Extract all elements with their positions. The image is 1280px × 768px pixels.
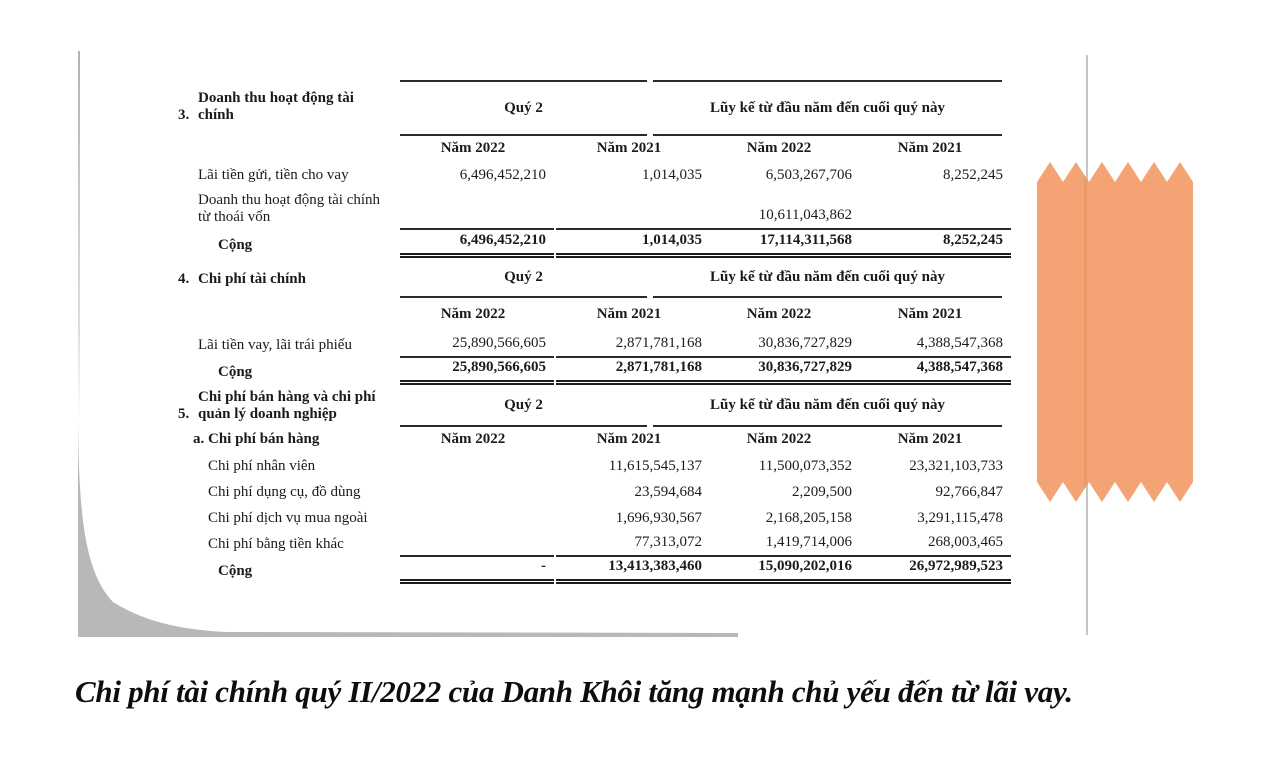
table-row (168, 479, 1004, 505)
total-amount-cell: 1,014,035 (556, 232, 710, 258)
section-number: 5. (178, 406, 190, 422)
year-column-header: Năm 2021 (897, 306, 963, 322)
group-header-row (168, 80, 1004, 132)
amount-cell: 1,419,714,006 (706, 534, 860, 557)
total-label: Cộng (218, 563, 253, 579)
row-label: Chi phí dụng cụ, đồ dùng (208, 484, 361, 500)
total-label: Cộng (218, 364, 253, 380)
total-amount-cell: 17,114,311,568 (706, 232, 860, 258)
section-number: 3. (178, 107, 190, 123)
year-column-header: Năm 2022 (440, 306, 506, 322)
amount-cell: 4,388,547,368 (857, 335, 1011, 358)
table-row (168, 453, 1004, 479)
amount-cell: 23,594,684 (634, 484, 702, 500)
amount-cell: 1,696,930,567 (615, 510, 702, 526)
total-amount-cell: 2,871,781,168 (556, 359, 710, 385)
amount-cell: 30,836,727,829 (706, 335, 860, 358)
section-title: 4. Chi phí tài chính (178, 271, 306, 287)
total-amount-cell: 15,090,202,016 (706, 558, 860, 584)
column-header-row (168, 296, 1004, 328)
amount-cell: 77,313,072 (556, 534, 710, 557)
table-row (168, 188, 1004, 230)
amount-cell: 25,890,566,605 (400, 335, 554, 358)
amount-cell: 2,871,781,168 (556, 335, 710, 358)
year-column-header: Năm 2021 (897, 431, 963, 447)
table-row (168, 505, 1004, 531)
total-amount-cell: 30,836,727,829 (706, 359, 860, 385)
total-row (168, 358, 1004, 385)
total-amount-cell: 8,252,245 (857, 232, 1011, 258)
section-number: 4. (178, 271, 190, 287)
row-label: Lãi tiền vay, lãi trái phiếu (198, 337, 352, 353)
row-label: Chi phí dịch vụ mua ngoài (208, 510, 368, 526)
total-amount-cell: 25,890,566,605 (400, 359, 554, 385)
amount-cell: 1,014,035 (642, 167, 702, 183)
subsection-title: a. Chi phí bán hàng (193, 431, 320, 447)
total-row (168, 230, 1004, 258)
amount-cell: 3,291,115,478 (917, 510, 1003, 526)
quarter-group-header: Quý 2 (400, 258, 647, 298)
document-scan (78, 55, 1088, 635)
total-label: Cộng (218, 237, 253, 253)
year-column-header: Năm 2022 (746, 306, 812, 322)
year-column-header: Năm 2021 (596, 140, 662, 156)
row-label: Chi phí bằng tiền khác (208, 536, 344, 552)
table-row (168, 531, 1004, 557)
year-column-header: Năm 2021 (897, 140, 963, 156)
group-header-row (168, 258, 1004, 296)
financial-table (168, 80, 1004, 586)
row-label: Lãi tiền gửi, tiền cho vay (198, 167, 349, 183)
cumulative-group-header: Lũy kế từ đầu năm đến cuối quý này (653, 258, 1002, 298)
group-header-row (168, 385, 1004, 425)
column-header-row (168, 132, 1004, 162)
amount-cell: 10,611,043,862 (706, 207, 860, 230)
cumulative-group-header: Lũy kế từ đầu năm đến cuối quý này (653, 80, 1002, 136)
amount-cell: 6,503,267,706 (765, 167, 852, 183)
year-column-header: Năm 2022 (746, 431, 812, 447)
total-amount-cell: - (400, 558, 554, 584)
row-label: Chi phí nhân viên (208, 458, 316, 474)
total-amount-cell: 13,413,383,460 (556, 558, 710, 584)
total-amount-cell: 4,388,547,368 (857, 359, 1011, 385)
amount-cell: 8,252,245 (943, 167, 1003, 183)
year-column-header: Năm 2022 (440, 431, 506, 447)
table-row (168, 328, 1004, 358)
amount-cell: 268,003,465 (857, 534, 1011, 557)
amount-cell: 6,496,452,210 (459, 167, 546, 183)
year-column-header: Năm 2021 (596, 306, 662, 322)
total-row (168, 557, 1004, 584)
ribbon-seam (1084, 162, 1087, 502)
year-column-header: Năm 2021 (596, 431, 662, 447)
page-edge-left (78, 51, 80, 423)
amount-cell: 2,168,205,158 (765, 510, 852, 526)
year-column-header: Năm 2022 (746, 140, 812, 156)
year-column-header: Năm 2022 (440, 140, 506, 156)
cumulative-group-header: Lũy kế từ đầu năm đến cuối quý này (653, 385, 1002, 427)
amount-cell: 2,209,500 (792, 484, 852, 500)
column-header-row (168, 425, 1004, 453)
amount-cell: 11,615,545,137 (608, 458, 702, 474)
table-row (168, 162, 1004, 188)
quarter-group-header: Quý 2 (400, 80, 647, 136)
caption-text: Chi phí tài chính quý II/2022 của Danh Khôi tăng mạnh chủ yếu đến từ lãi vay. (75, 674, 1073, 709)
total-amount-cell: 6,496,452,210 (400, 232, 554, 258)
row-label: Doanh thu hoạt động tài chính từ thoái vốn (198, 192, 381, 225)
amount-cell: 92,766,847 (935, 484, 1003, 500)
section-title: 5. Chi phí bán hàng và chi phí quản lý doanh nghiệp (178, 389, 376, 422)
torn-ribbon (1037, 162, 1193, 502)
amount-cell: 23,321,103,733 (909, 458, 1003, 474)
amount-cell: 11,500,073,352 (758, 458, 852, 474)
section-title: 3. Doanh thu hoạt động tài chính (178, 90, 354, 123)
total-amount-cell: 26,972,989,523 (857, 558, 1011, 584)
quarter-group-header: Quý 2 (400, 385, 647, 427)
